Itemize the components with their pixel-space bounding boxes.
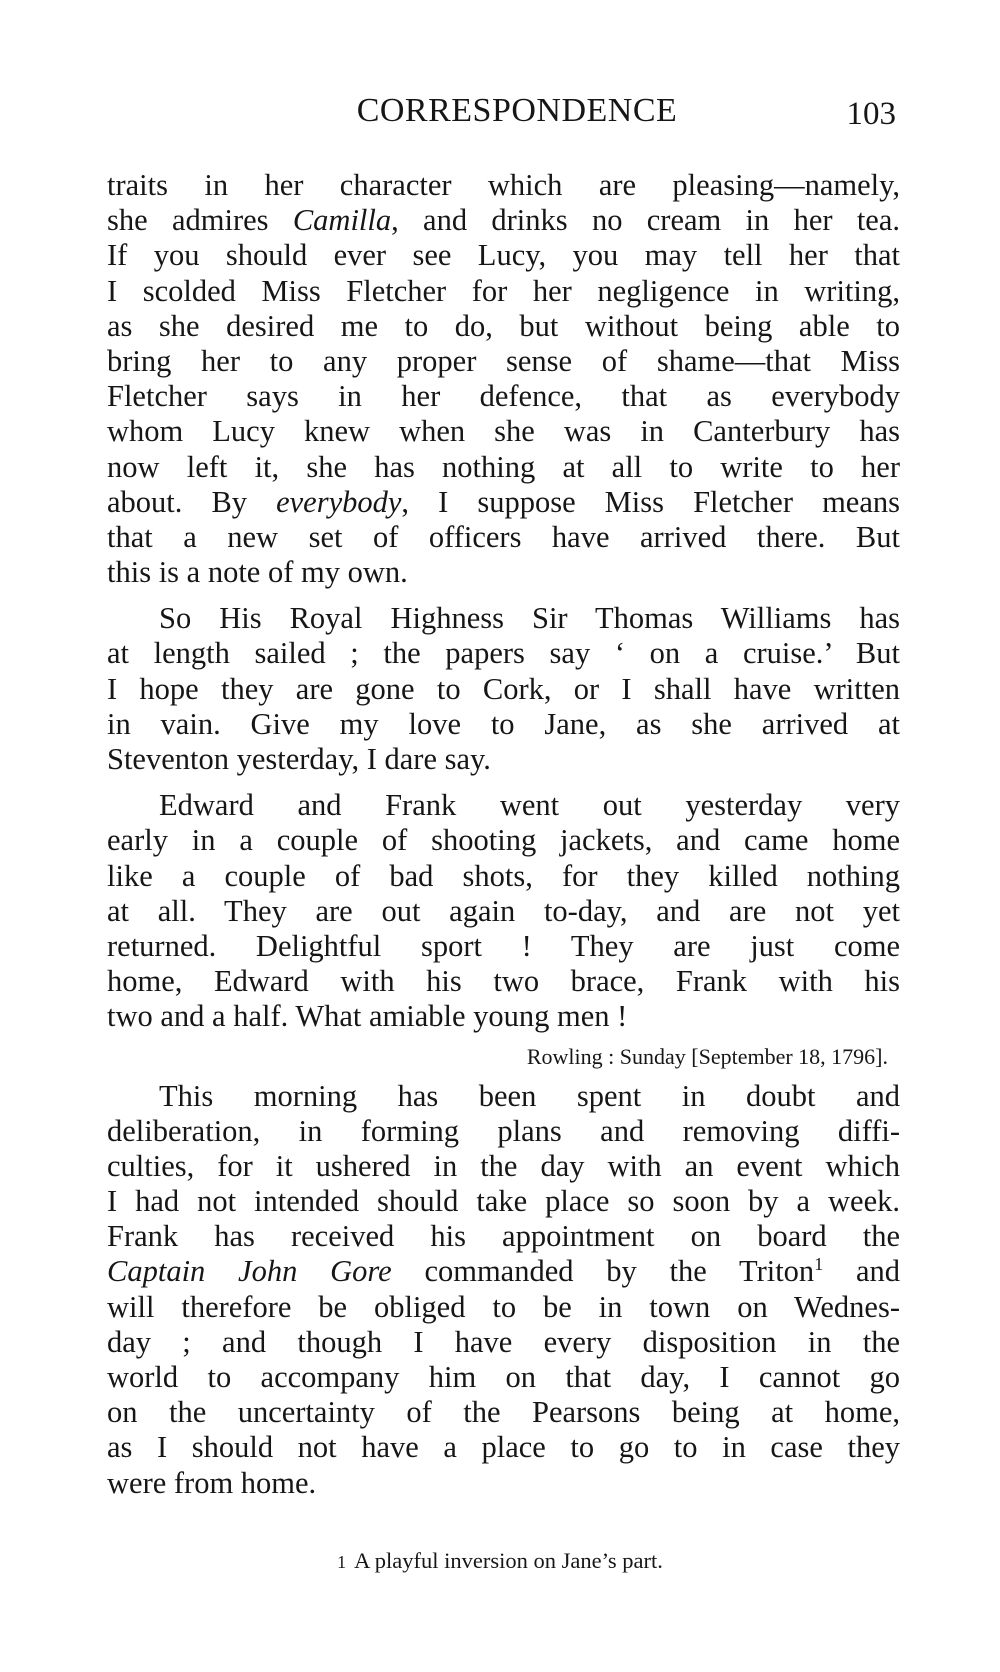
text-line: on the uncertainty of the Pearsons being at home, — [107, 1395, 900, 1430]
paragraph-4 — [107, 1079, 900, 1501]
text-line: this is a note of my own. — [107, 555, 408, 590]
text-line: about. By everybody, I suppose Miss Fletcher means — [107, 484, 900, 519]
text-line: now left it, she has nothing at all to write to her — [107, 449, 900, 484]
italic-title-camilla: Camilla — [292, 203, 392, 238]
text-line: Edward and Frank went out yesterday very — [159, 788, 900, 823]
body-text — [107, 168, 900, 1501]
text-line: So His Royal Highness Sir Thomas Williams has — [159, 601, 900, 636]
text-line: traits in her character which are pleasing—namely, — [107, 168, 900, 202]
paragraph-1 — [107, 168, 900, 590]
text-line: will therefore be obliged to be in town on Wednes- — [107, 1289, 900, 1324]
text-line: world to accompany him on that day, I cannot go — [107, 1360, 900, 1394]
text-line: as I should not have a place to go to in case they — [107, 1430, 900, 1465]
paragraph-3 — [107, 788, 900, 1034]
text-line: whom Lucy knew when she was in Canterbury has — [107, 414, 900, 449]
text-line: early in a couple of shooting jackets, and came home — [107, 823, 900, 858]
text-line: at all. They are out again to-day, and are not yet — [107, 893, 900, 928]
letter-dateline: Rowling : Sunday [September 18, 1796]. — [526, 1043, 888, 1069]
text-line: returned. Delightful sport ! They are just come — [107, 928, 900, 963]
italic-everybody: everybody — [276, 484, 402, 519]
text-line: day ; and though I have every disposition in the — [107, 1324, 900, 1359]
italic-ship-name: Captain John Gore — [107, 1254, 392, 1289]
text-line: If you should ever see Lucy, you may tell her that — [107, 238, 900, 273]
text-line: as she desired me to do, but without being able to — [107, 308, 900, 343]
text-line: were from home. — [107, 1465, 317, 1500]
text-line: Frank has received his appointment on board the — [107, 1219, 900, 1254]
text-line: Captain John Gore commanded by the Triton$^1$ and — [107, 1254, 900, 1289]
text-line: in vain. Give my love to Jane, as she arrived at — [107, 706, 900, 741]
text-line: at length sailed ; the papers say ‘ on a cruise.’ But — [107, 636, 900, 671]
text-line: like a couple of bad shots, for they killed nothing — [107, 858, 900, 893]
text-line: I hope they are gone to Cork, or I shall have written — [107, 671, 900, 706]
text-line: Steventon yesterday, I dare say. — [107, 742, 491, 776]
running-head — [104, 92, 900, 140]
page-number: 103 — [846, 96, 896, 132]
text-line: bring her to any proper sense of shame—that Miss — [107, 343, 900, 378]
text-line: I had not intended should take place so soon by a week. — [107, 1184, 900, 1219]
footnote — [0, 1548, 1000, 1574]
text-line: Fletcher says in her defence, that as everybody — [107, 379, 900, 414]
text-line: This morning has been spent in doubt and — [159, 1078, 900, 1113]
text-line: that a new set of officers have arrived there. But — [107, 519, 900, 554]
footnote-number: 1 — [337, 1552, 347, 1572]
text-line: culties, for it ushered in the day with an event which — [107, 1148, 900, 1183]
footnote-reference: 1 — [814, 1254, 824, 1275]
footnote-text: A playful inversion on Jane’s part. — [354, 1548, 663, 1573]
text-line: two and a half. What amiable young men ! — [107, 999, 628, 1034]
paragraph-2 — [107, 601, 900, 777]
text-line: I scolded Miss Fletcher for her negligence in writing, — [107, 273, 900, 308]
text-line: she admires Camilla, and drinks no cream in her tea. — [107, 203, 900, 238]
text-line: home, Edward with his two brace, Frank with his — [107, 964, 900, 999]
running-head-title: CORRESPONDENCE — [356, 92, 678, 129]
text-line: deliberation, in forming plans and removing diffi- — [107, 1113, 900, 1148]
